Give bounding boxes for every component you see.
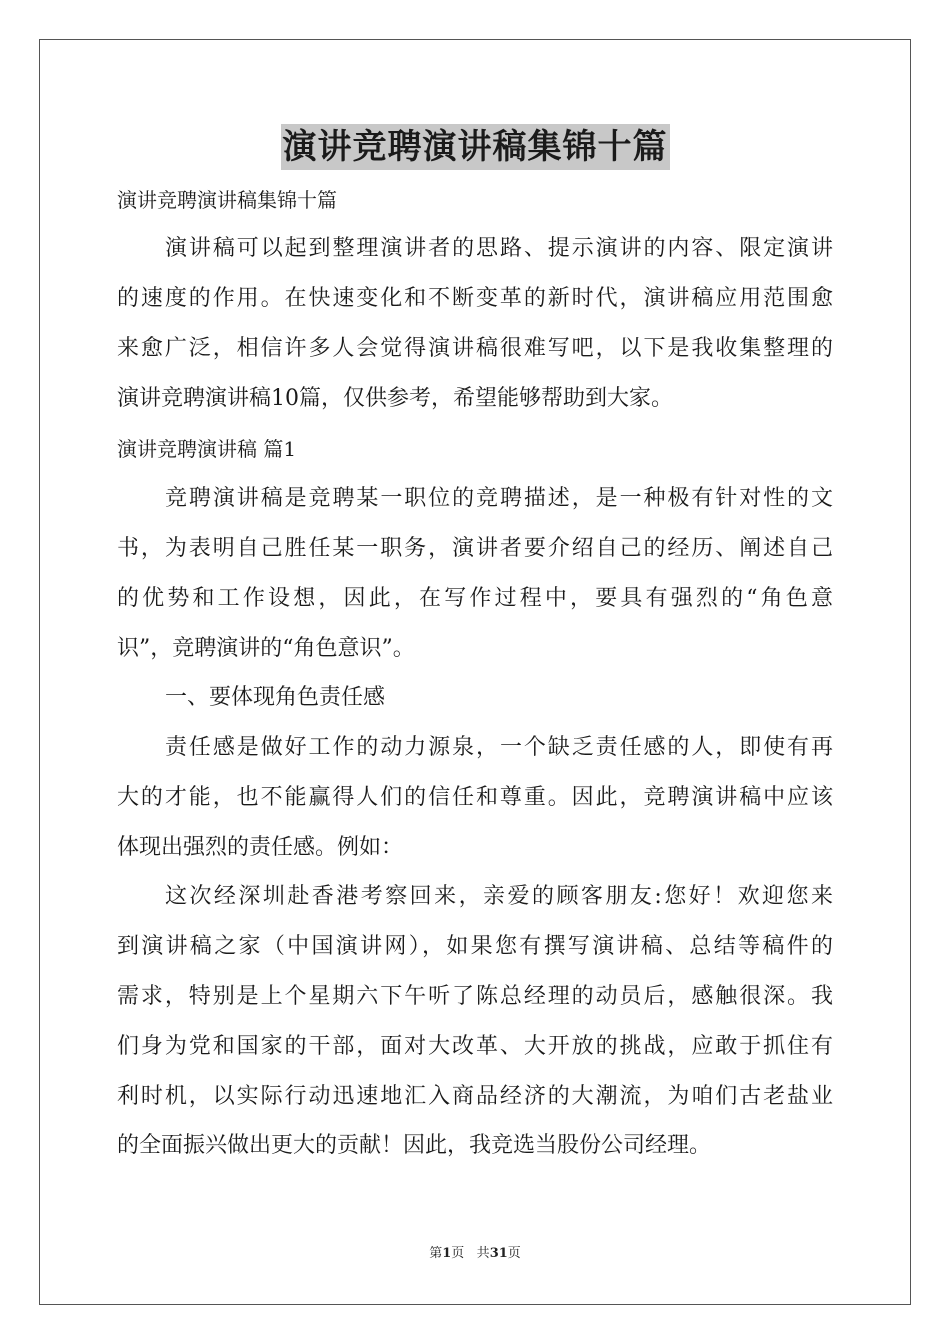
paragraph-line: 竞聘演讲稿是竞聘某一职位的竞聘描述，是一种极有针对性的文 bbox=[165, 486, 833, 511]
paragraph-line: 体现出强烈的责任感。例如： bbox=[117, 835, 404, 860]
total-prefix: 共 bbox=[476, 1246, 490, 1261]
paragraph-line: 的速度的作用。在快速变化和不断变革的新时代，演讲稿应用范围愈 bbox=[117, 286, 833, 311]
page-prefix: 第 bbox=[429, 1246, 443, 1261]
paragraph-line: 这次经深圳赴香港考察回来，亲爱的顾客朋友:您好！欢迎您来 bbox=[165, 884, 833, 909]
paragraph-line: 的优势和工作设想，因此，在写作过程中，要具有强烈的“角色意 bbox=[117, 586, 833, 611]
page-border bbox=[39, 39, 911, 1305]
section-heading: 演讲竞聘演讲稿 篇1 bbox=[117, 437, 297, 461]
document-subtitle: 演讲竞聘演讲稿集锦十篇 bbox=[117, 188, 337, 212]
paragraph-line: 到演讲稿之家（中国演讲网），如果您有撰写演讲稿、总结等稿件的 bbox=[117, 934, 833, 959]
paragraph-line: 需求，特别是上个星期六下午听了陈总经理的动员后，感触很深。我 bbox=[117, 984, 833, 1009]
total-pages: 31 bbox=[489, 1246, 508, 1261]
paragraph-line: 的全面振兴做出更大的贡献！因此，我竞选当股份公司经理。 bbox=[117, 1133, 712, 1158]
paragraph-line: 责任感是做好工作的动力源泉，一个缺乏责任感的人，即使有再 bbox=[165, 735, 833, 760]
page-footer bbox=[0, 1245, 950, 1263]
paragraph-line: 来愈广泛，相信许多人会觉得演讲稿很难写吧，以下是我收集整理的 bbox=[117, 336, 833, 361]
paragraph-line: 演讲稿可以起到整理演讲者的思路、提示演讲的内容、限定演讲 bbox=[165, 236, 833, 261]
page-suffix: 页 bbox=[451, 1246, 465, 1261]
paragraph-line: 们身为党和国家的干部，面对大改革、大开放的挑战，应敢于抓住有 bbox=[117, 1034, 833, 1059]
total-suffix: 页 bbox=[507, 1246, 521, 1261]
paragraph-line: 书，为表明自己胜任某一职务，演讲者要介绍自己的经历、阐述自己 bbox=[117, 536, 833, 561]
document-title: 演讲竞聘演讲稿集锦十篇 bbox=[281, 124, 670, 170]
title-container bbox=[0, 124, 950, 170]
paragraph-line: 演讲竞聘演讲稿10篇，仅供参考，希望能够帮助到大家。 bbox=[117, 386, 673, 411]
point-heading: 一、要体现角色责任感 bbox=[165, 685, 386, 710]
paragraph-line: 利时机，以实际行动迅速地汇入商品经济的大潮流，为咱们古老盐业 bbox=[117, 1084, 833, 1109]
paragraph-line: 识”，竞聘演讲的“角色意识”。 bbox=[117, 636, 415, 661]
paragraph-line: 大的才能，也不能赢得人们的信任和尊重。因此，竞聘演讲稿中应该 bbox=[117, 785, 833, 810]
page-number: 1 bbox=[442, 1246, 452, 1261]
